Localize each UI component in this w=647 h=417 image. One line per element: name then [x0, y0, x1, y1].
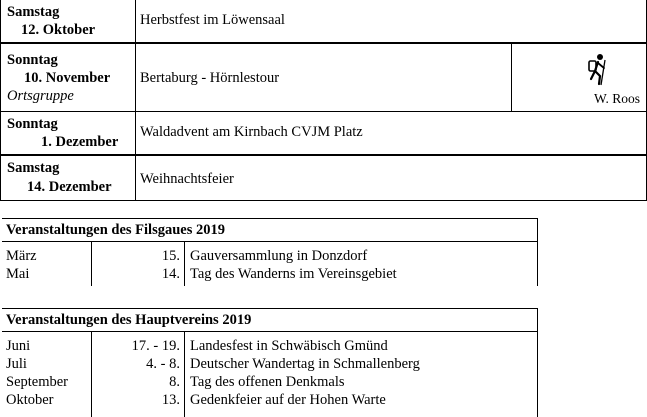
row-day: 15. [161, 248, 180, 264]
event-day: Samstag [7, 4, 60, 20]
event-date: 14. Dezember [27, 179, 112, 195]
event-date: 10. November [24, 70, 111, 86]
table-row [2, 356, 538, 374]
table-row [2, 392, 538, 410]
row-month: Mai [6, 266, 30, 282]
filsgau-table [2, 218, 538, 286]
hauptverein-heading: Veranstaltungen des Hauptvereins 2019 [6, 312, 252, 328]
event-date-cell [1, 0, 136, 42]
row-day: 14. [161, 266, 180, 282]
event-leader: W. Roos [593, 91, 640, 106]
row-day: 17. - 19. [131, 338, 180, 354]
event-date-cell [1, 44, 136, 111]
event-date: 1. Dezember [41, 134, 119, 150]
table-row [2, 374, 538, 392]
table-row [2, 248, 538, 266]
event-row [0, 0, 647, 43]
row-event: Gauversammlung in Donzdorf [190, 248, 368, 264]
event-title: Herbstfest im Löwensaal [140, 12, 285, 28]
event-title-cell [136, 44, 512, 111]
event-day: Sonntag [7, 52, 58, 68]
row-month: Oktober [6, 392, 54, 408]
filsgau-table-header [2, 218, 538, 242]
event-day: Samstag [7, 160, 60, 176]
row-event: Landesfest in Schwäbisch Gmünd [190, 338, 388, 354]
row-day: 4. - 8. [146, 356, 180, 372]
event-title: Bertaburg - Hörnlestour [140, 70, 280, 86]
table-row [2, 266, 538, 284]
event-title-cell [136, 112, 646, 154]
row-event: Gedenkfeier auf der Hohen Warte [190, 392, 386, 408]
event-row [0, 111, 647, 155]
event-note: Ortsgruppe [7, 88, 74, 104]
row-event: Deutscher Wandertag in Schmallenberg [190, 356, 420, 372]
row-day: 13. [161, 392, 180, 408]
row-month: Juli [6, 356, 27, 372]
event-title: Weihnachtsfeier [140, 171, 234, 187]
event-row [0, 155, 647, 201]
row-event: Tag des Wanderns im Vereinsgebiet [190, 266, 397, 282]
event-leader-cell [513, 44, 646, 111]
event-row [0, 43, 647, 112]
row-event: Tag des offenen Denkmals [190, 374, 345, 390]
row-month: Juni [6, 338, 31, 354]
hiker-icon [581, 52, 615, 86]
event-title: Waldadvent am Kirnbach CVJM Platz [140, 124, 363, 140]
event-day: Sonntag [7, 116, 58, 132]
event-title-cell [136, 0, 646, 42]
event-date-cell [1, 112, 136, 154]
filsgau-heading: Veranstaltungen des Filsgaues 2019 [6, 222, 226, 238]
event-date-cell [1, 156, 136, 200]
event-date: 12. Oktober [21, 22, 96, 38]
table-row [2, 338, 538, 356]
hauptverein-table-header [2, 308, 538, 332]
event-title-cell [136, 156, 646, 200]
row-month: September [6, 374, 69, 390]
row-month: März [6, 248, 37, 264]
row-day: 8. [169, 374, 180, 390]
hauptverein-table [2, 308, 538, 417]
